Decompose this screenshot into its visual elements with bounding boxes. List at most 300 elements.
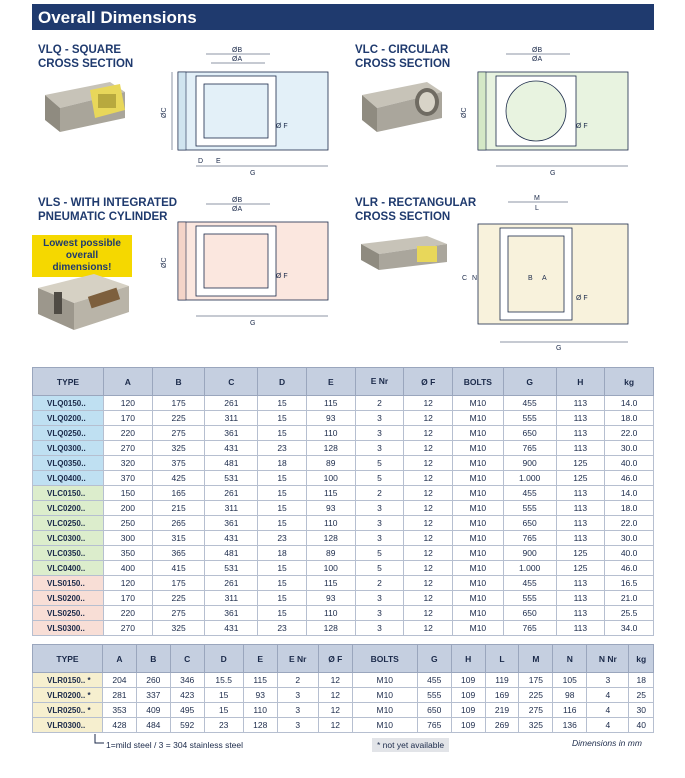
table-cell: 592 bbox=[170, 718, 204, 733]
table-header-row bbox=[33, 645, 654, 673]
table-cell: 555 bbox=[503, 411, 556, 426]
vlc-section-title bbox=[355, 43, 450, 71]
type-cell: VLS0200.. bbox=[33, 591, 104, 606]
table-cell: 12 bbox=[404, 441, 453, 456]
dim-label-d: D bbox=[198, 158, 204, 165]
col-header: kg bbox=[605, 368, 654, 396]
table-cell: 125 bbox=[556, 471, 605, 486]
table-cell: 320 bbox=[104, 456, 153, 471]
table-cell: 12 bbox=[404, 591, 453, 606]
table-cell: 1.000 bbox=[503, 471, 556, 486]
table-cell: 12 bbox=[404, 486, 453, 501]
dim-label-m: M bbox=[534, 195, 540, 202]
table-cell: 204 bbox=[103, 673, 137, 688]
table-cell: M10 bbox=[453, 456, 504, 471]
table-cell: 270 bbox=[104, 441, 153, 456]
table-cell: M10 bbox=[453, 501, 504, 516]
col-header: A bbox=[104, 368, 153, 396]
col-header: D bbox=[258, 368, 307, 396]
badge-line2: overall dimensions! bbox=[52, 250, 112, 273]
table-cell: 220 bbox=[104, 426, 153, 441]
table-row bbox=[33, 576, 654, 591]
table-cell: 22.0 bbox=[605, 426, 654, 441]
table-cell: 5 bbox=[355, 546, 404, 561]
table-cell: 89 bbox=[306, 456, 355, 471]
table-cell: 93 bbox=[306, 411, 355, 426]
table-cell: 270 bbox=[104, 621, 153, 636]
table-cell: 100 bbox=[306, 561, 355, 576]
table-cell: M10 bbox=[453, 531, 504, 546]
col-header: E bbox=[306, 368, 355, 396]
table-cell: 18.0 bbox=[605, 501, 654, 516]
table-cell: 431 bbox=[205, 441, 258, 456]
type-cell: VLC0300.. bbox=[33, 531, 104, 546]
table-cell: 225 bbox=[519, 688, 553, 703]
table-cell: 113 bbox=[556, 531, 605, 546]
dim-label-b: ØB bbox=[232, 197, 243, 204]
type-cell: VLR0300.. bbox=[33, 718, 103, 733]
table-cell: 15 bbox=[258, 396, 307, 411]
table-cell: M10 bbox=[453, 426, 504, 441]
table-cell: 311 bbox=[205, 501, 258, 516]
badge-line1: Lowest possible bbox=[43, 238, 121, 249]
dim-label-a: ØA bbox=[532, 56, 543, 63]
table-cell: 4 bbox=[587, 688, 629, 703]
table-cell: 109 bbox=[451, 673, 485, 688]
table-cell: 311 bbox=[205, 411, 258, 426]
table-cell: 46.0 bbox=[605, 561, 654, 576]
table-cell: 15 bbox=[258, 561, 307, 576]
dim-label-e: E bbox=[216, 158, 221, 165]
table-cell: 370 bbox=[104, 471, 153, 486]
table-cell: 3 bbox=[277, 703, 318, 718]
dim-label-a: ØA bbox=[232, 56, 243, 63]
table-cell: 12 bbox=[318, 718, 352, 733]
vlr-technical-drawing bbox=[458, 190, 638, 354]
table-cell: 428 bbox=[103, 718, 137, 733]
table-cell: 3 bbox=[587, 673, 629, 688]
col-header: G bbox=[503, 368, 556, 396]
footnote-bracket-icon bbox=[92, 733, 106, 747]
table-cell: 555 bbox=[503, 591, 556, 606]
table-cell: 23 bbox=[258, 621, 307, 636]
table-cell: 353 bbox=[103, 703, 137, 718]
vls-section-title bbox=[38, 196, 177, 224]
table-cell: 113 bbox=[556, 591, 605, 606]
dim-label-g: G bbox=[250, 170, 256, 177]
table-cell: 3 bbox=[355, 606, 404, 621]
table-cell: 220 bbox=[104, 606, 153, 621]
table-cell: M10 bbox=[453, 411, 504, 426]
table-cell: M10 bbox=[453, 516, 504, 531]
table-cell: 30.0 bbox=[605, 531, 654, 546]
vlr-title-line2: CROSS SECTION bbox=[355, 211, 451, 223]
table-cell: 415 bbox=[152, 561, 205, 576]
table-cell: 219 bbox=[485, 703, 519, 718]
table-row bbox=[33, 673, 654, 688]
table-cell: 3 bbox=[355, 516, 404, 531]
dim-label-c: ØC bbox=[461, 107, 468, 118]
table-cell: M10 bbox=[352, 688, 417, 703]
table-cell: 765 bbox=[417, 718, 451, 733]
table-cell: 40.0 bbox=[605, 546, 654, 561]
table-cell: 12 bbox=[318, 703, 352, 718]
table-row bbox=[33, 591, 654, 606]
table-row bbox=[33, 561, 654, 576]
vlc-technical-drawing bbox=[458, 42, 638, 182]
type-cell: VLQ0250.. bbox=[33, 426, 104, 441]
table-cell: 361 bbox=[205, 606, 258, 621]
table-cell: 12 bbox=[404, 396, 453, 411]
table-cell: 98 bbox=[553, 688, 587, 703]
table-cell: 3 bbox=[277, 718, 318, 733]
table-row bbox=[33, 471, 654, 486]
table-cell: M10 bbox=[352, 718, 417, 733]
table-cell: 12 bbox=[404, 501, 453, 516]
dim-label-b: ØB bbox=[532, 47, 543, 54]
table-cell: 15 bbox=[258, 576, 307, 591]
col-header: D bbox=[204, 645, 243, 673]
table-cell: 531 bbox=[205, 471, 258, 486]
col-header: H bbox=[556, 368, 605, 396]
vls-product-photo bbox=[34, 268, 134, 333]
table-cell: 3 bbox=[355, 501, 404, 516]
table-cell: 12 bbox=[404, 471, 453, 486]
table-cell: 110 bbox=[306, 426, 355, 441]
type-cell: VLS0250.. bbox=[33, 606, 104, 621]
table-cell: 650 bbox=[503, 426, 556, 441]
table-cell: 113 bbox=[556, 501, 605, 516]
table-cell: 275 bbox=[152, 606, 205, 621]
table-cell: M10 bbox=[453, 621, 504, 636]
table-row bbox=[33, 486, 654, 501]
table-cell: 128 bbox=[306, 441, 355, 456]
table-cell: 337 bbox=[136, 688, 170, 703]
table-cell: 555 bbox=[503, 501, 556, 516]
dim-label-f: Ø F bbox=[276, 123, 288, 130]
type-cell: VLQ0300.. bbox=[33, 441, 104, 456]
table-cell: 23 bbox=[258, 441, 307, 456]
table-cell: 105 bbox=[553, 673, 587, 688]
dimensions-table-vlr bbox=[32, 644, 654, 733]
table-row bbox=[33, 718, 654, 733]
table-cell: 481 bbox=[205, 456, 258, 471]
col-header: M bbox=[519, 645, 553, 673]
table-cell: 325 bbox=[152, 441, 205, 456]
table-cell: 495 bbox=[170, 703, 204, 718]
col-header: C bbox=[205, 368, 258, 396]
table-cell: 261 bbox=[205, 576, 258, 591]
table-row bbox=[33, 703, 654, 718]
table-cell: 12 bbox=[404, 561, 453, 576]
table-cell: 2 bbox=[277, 673, 318, 688]
table-cell: 128 bbox=[306, 531, 355, 546]
table-row bbox=[33, 456, 654, 471]
table-cell: 650 bbox=[503, 516, 556, 531]
table-cell: 3 bbox=[355, 441, 404, 456]
type-cell: VLQ0200.. bbox=[33, 411, 104, 426]
table-cell: 12 bbox=[318, 688, 352, 703]
table-cell: 113 bbox=[556, 606, 605, 621]
table-cell: 113 bbox=[556, 516, 605, 531]
table-cell: 14.0 bbox=[605, 486, 654, 501]
table-cell: 346 bbox=[170, 673, 204, 688]
table-cell: 375 bbox=[152, 456, 205, 471]
table-cell: 113 bbox=[556, 426, 605, 441]
table-cell: 3 bbox=[277, 688, 318, 703]
table-cell: 261 bbox=[205, 396, 258, 411]
col-header: A bbox=[103, 645, 137, 673]
table-cell: 25 bbox=[629, 688, 654, 703]
dim-label-f: Ø F bbox=[576, 123, 588, 130]
table-cell: 12 bbox=[404, 531, 453, 546]
table-cell: 175 bbox=[519, 673, 553, 688]
type-cell: VLQ0400.. bbox=[33, 471, 104, 486]
col-header: TYPE bbox=[33, 645, 103, 673]
col-header: G bbox=[417, 645, 451, 673]
col-header: C bbox=[170, 645, 204, 673]
table-cell: 120 bbox=[104, 576, 153, 591]
table-cell: 900 bbox=[503, 456, 556, 471]
table-cell: 15 bbox=[204, 703, 243, 718]
vlr-product-photo bbox=[357, 234, 457, 284]
table-cell: 40.0 bbox=[605, 456, 654, 471]
table-row bbox=[33, 606, 654, 621]
table-cell: 15 bbox=[258, 516, 307, 531]
dim-label-l: L bbox=[535, 205, 539, 212]
type-cell: VLC0350.. bbox=[33, 546, 104, 561]
table-cell: 115 bbox=[243, 673, 277, 688]
table-cell: 93 bbox=[243, 688, 277, 703]
table-cell: 3 bbox=[355, 621, 404, 636]
table-cell: 261 bbox=[205, 486, 258, 501]
table-cell: 15 bbox=[258, 426, 307, 441]
table-cell: 425 bbox=[152, 471, 205, 486]
table-cell: 34.0 bbox=[605, 621, 654, 636]
table-row bbox=[33, 501, 654, 516]
table-cell: 136 bbox=[553, 718, 587, 733]
dim-label-g: G bbox=[556, 345, 562, 352]
vlc-title-line2: CROSS SECTION bbox=[355, 58, 451, 70]
type-cell: VLR0200.. * bbox=[33, 688, 103, 703]
table-cell: 15 bbox=[258, 606, 307, 621]
table-cell: 100 bbox=[306, 471, 355, 486]
table-cell: 5 bbox=[355, 471, 404, 486]
table-cell: 119 bbox=[485, 673, 519, 688]
table-cell: 22.0 bbox=[605, 516, 654, 531]
vlq-technical-drawing bbox=[158, 42, 338, 182]
units-note: Dimensions in mm bbox=[572, 738, 642, 748]
table-cell: 225 bbox=[152, 411, 205, 426]
col-header: N Nr bbox=[587, 645, 629, 673]
table-cell: 125 bbox=[556, 456, 605, 471]
table-cell: 12 bbox=[404, 576, 453, 591]
table-cell: 481 bbox=[205, 546, 258, 561]
col-header: B bbox=[136, 645, 170, 673]
type-cell: VLR0250.. * bbox=[33, 703, 103, 718]
type-cell: VLR0150.. * bbox=[33, 673, 103, 688]
table-row bbox=[33, 546, 654, 561]
table-cell: 46.0 bbox=[605, 471, 654, 486]
vlc-product-photo bbox=[357, 80, 447, 140]
table-cell: 12 bbox=[404, 411, 453, 426]
table-cell: 18 bbox=[258, 456, 307, 471]
dim-label-c: C bbox=[462, 275, 468, 282]
vls-title-line1: VLS - WITH INTEGRATED bbox=[38, 197, 178, 209]
dimensions-table-main bbox=[32, 367, 654, 636]
table-cell: 3 bbox=[355, 411, 404, 426]
table-cell: 110 bbox=[306, 516, 355, 531]
table-cell: M10 bbox=[453, 576, 504, 591]
type-cell: VLC0150.. bbox=[33, 486, 104, 501]
table-cell: 12 bbox=[404, 546, 453, 561]
table-cell: 215 bbox=[152, 501, 205, 516]
table-cell: 269 bbox=[485, 718, 519, 733]
table-cell: 170 bbox=[104, 591, 153, 606]
table-cell: 18 bbox=[629, 673, 654, 688]
table-cell: 455 bbox=[503, 576, 556, 591]
vlq-product-photo bbox=[40, 80, 130, 140]
type-cell: VLS0150.. bbox=[33, 576, 104, 591]
table-cell: 128 bbox=[243, 718, 277, 733]
table-cell: M10 bbox=[453, 561, 504, 576]
type-cell: VLS0300.. bbox=[33, 621, 104, 636]
table-cell: 113 bbox=[556, 576, 605, 591]
table-cell: 400 bbox=[104, 561, 153, 576]
table-cell: 2 bbox=[355, 396, 404, 411]
table-cell: 150 bbox=[104, 486, 153, 501]
table-cell: 275 bbox=[152, 426, 205, 441]
vls-technical-drawing bbox=[158, 192, 338, 332]
table-cell: 361 bbox=[205, 426, 258, 441]
table-cell: 40 bbox=[629, 718, 654, 733]
table-cell: 15 bbox=[258, 501, 307, 516]
table-cell: 30.0 bbox=[605, 441, 654, 456]
table-cell: 4 bbox=[587, 703, 629, 718]
table-cell: 170 bbox=[104, 411, 153, 426]
table-cell: 4 bbox=[587, 718, 629, 733]
table-cell: M10 bbox=[453, 396, 504, 411]
dim-label-g: G bbox=[550, 170, 556, 177]
table-row bbox=[33, 411, 654, 426]
table-row bbox=[33, 688, 654, 703]
table-cell: 30 bbox=[629, 703, 654, 718]
table-cell: 175 bbox=[152, 396, 205, 411]
table-cell: 361 bbox=[205, 516, 258, 531]
table-cell: 12 bbox=[404, 456, 453, 471]
table-cell: 431 bbox=[205, 621, 258, 636]
table-cell: 21.0 bbox=[605, 591, 654, 606]
table-cell: 3 bbox=[355, 591, 404, 606]
table-cell: 225 bbox=[152, 591, 205, 606]
table-cell: 325 bbox=[152, 621, 205, 636]
dim-label-b: ØB bbox=[232, 47, 243, 54]
table-cell: 120 bbox=[104, 396, 153, 411]
table-header-row bbox=[33, 368, 654, 396]
table-cell: 455 bbox=[417, 673, 451, 688]
dim-label-c: ØC bbox=[161, 257, 168, 268]
table-cell: 115 bbox=[306, 396, 355, 411]
table-cell: 16.5 bbox=[605, 576, 654, 591]
table-cell: 300 bbox=[104, 531, 153, 546]
col-header: BOLTS bbox=[453, 368, 504, 396]
col-header: E Nr bbox=[277, 645, 318, 673]
col-header: TYPE bbox=[33, 368, 104, 396]
col-header: H bbox=[451, 645, 485, 673]
table-cell: 113 bbox=[556, 396, 605, 411]
dim-label-a: ØA bbox=[232, 206, 243, 213]
table-cell: M10 bbox=[453, 486, 504, 501]
table-cell: 125 bbox=[556, 561, 605, 576]
vls-title-line2: PNEUMATIC CYLINDER bbox=[38, 211, 168, 223]
table-cell: 14.0 bbox=[605, 396, 654, 411]
table-cell: 311 bbox=[205, 591, 258, 606]
col-header: Ø F bbox=[404, 368, 453, 396]
table-row bbox=[33, 516, 654, 531]
table-cell: 113 bbox=[556, 621, 605, 636]
table-cell: 15 bbox=[258, 591, 307, 606]
dim-label-b: B bbox=[528, 275, 533, 282]
table-row bbox=[33, 396, 654, 411]
table-cell: 325 bbox=[519, 718, 553, 733]
table-row bbox=[33, 441, 654, 456]
table-cell: 260 bbox=[136, 673, 170, 688]
table-cell: 265 bbox=[152, 516, 205, 531]
table-cell: 455 bbox=[503, 486, 556, 501]
vlq-title-line1: VLQ - SQUARE bbox=[38, 44, 122, 56]
table-row bbox=[33, 531, 654, 546]
type-cell: VLQ0150.. bbox=[33, 396, 104, 411]
table-cell: 409 bbox=[136, 703, 170, 718]
table-row bbox=[33, 621, 654, 636]
table-cell: 115 bbox=[306, 486, 355, 501]
col-header: E Nr bbox=[355, 368, 404, 396]
table-cell: 12 bbox=[404, 621, 453, 636]
vlq-title-line2: CROSS SECTION bbox=[38, 58, 134, 70]
table-cell: M10 bbox=[453, 441, 504, 456]
page-title: Overall Dimensions bbox=[32, 4, 654, 30]
table-cell: 1.000 bbox=[503, 561, 556, 576]
table-cell: 25.5 bbox=[605, 606, 654, 621]
table-cell: 113 bbox=[556, 441, 605, 456]
table-cell: 110 bbox=[243, 703, 277, 718]
type-cell: VLQ0350.. bbox=[33, 456, 104, 471]
table-cell: 12 bbox=[404, 606, 453, 621]
table-cell: M10 bbox=[453, 606, 504, 621]
type-cell: VLC0400.. bbox=[33, 561, 104, 576]
table-cell: 18 bbox=[258, 546, 307, 561]
table-cell: 12 bbox=[404, 516, 453, 531]
table-cell: 109 bbox=[451, 688, 485, 703]
table-cell: 175 bbox=[152, 576, 205, 591]
table-cell: 115 bbox=[306, 576, 355, 591]
dim-label-f: Ø F bbox=[576, 295, 588, 302]
col-header: N bbox=[553, 645, 587, 673]
table-cell: 113 bbox=[556, 411, 605, 426]
table-cell: 128 bbox=[306, 621, 355, 636]
table-cell: 23 bbox=[258, 531, 307, 546]
table-cell: 110 bbox=[306, 606, 355, 621]
table-cell: 12 bbox=[404, 426, 453, 441]
table-cell: 900 bbox=[503, 546, 556, 561]
dim-label-g: G bbox=[250, 320, 256, 327]
vlq-section-title bbox=[38, 43, 133, 71]
table-cell: M10 bbox=[352, 703, 417, 718]
table-cell: 281 bbox=[103, 688, 137, 703]
table-cell: 423 bbox=[170, 688, 204, 703]
table-cell: 93 bbox=[306, 501, 355, 516]
table-cell: 650 bbox=[417, 703, 451, 718]
